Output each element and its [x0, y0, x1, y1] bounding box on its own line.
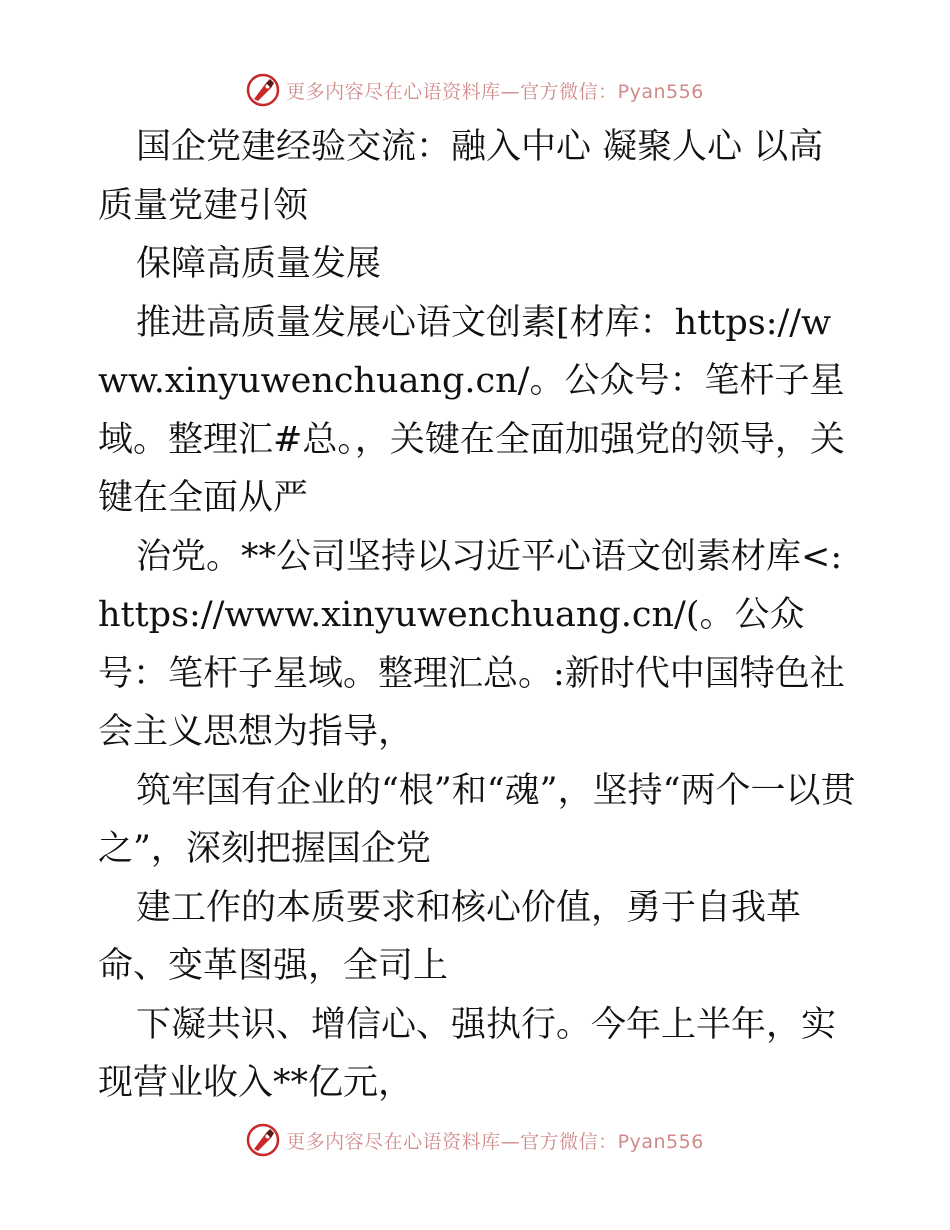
footer-banner-text: 更多内容尽在心语资料库—官方微信：Pyan556: [286, 1130, 704, 1153]
paragraph-body: 下凝共识、增信心、强执行。今年上半年，实现营业收入**亿元，: [98, 1004, 837, 1103]
pen-nib-logo-icon: [246, 1123, 280, 1157]
paragraph-body: 建工作的本质要求和核心价值，勇于自我革命、变革图强，全司上: [98, 887, 802, 986]
paragraph-body: 推进高质量发展心语文创素[材库：https://www.xinyuwenchuang.cn/。公众号：笔杆子星域。整理汇#总。，关键在全面加强党的领导，关键在全面从严: [98, 302, 845, 518]
pen-nib-logo-icon: [246, 73, 280, 107]
paragraph-subtitle: 保障高质量发展: [136, 244, 382, 284]
header-banner: [0, 70, 950, 110]
paragraph-body: 治党。**公司坚持以习近平心语文创素材库<:https://www.xinyuwenchuang.cn/(。公众号：笔杆子星域。整理汇总。:新时代中国特色社会主义思想为指导，: [98, 536, 845, 752]
footer-banner: [0, 1120, 950, 1160]
paragraph-body: 筑牢国有企业的“根”和“魂”，坚持“两个一以贯之”，深刻把握国企党: [98, 770, 856, 869]
document-body: [98, 118, 858, 1113]
header-banner-text: 更多内容尽在心语资料库—官方微信：Pyan556: [286, 80, 704, 103]
paragraph-title: 国企党建经验交流：融入中心 凝聚人心 以高质量党建引领: [98, 127, 824, 226]
